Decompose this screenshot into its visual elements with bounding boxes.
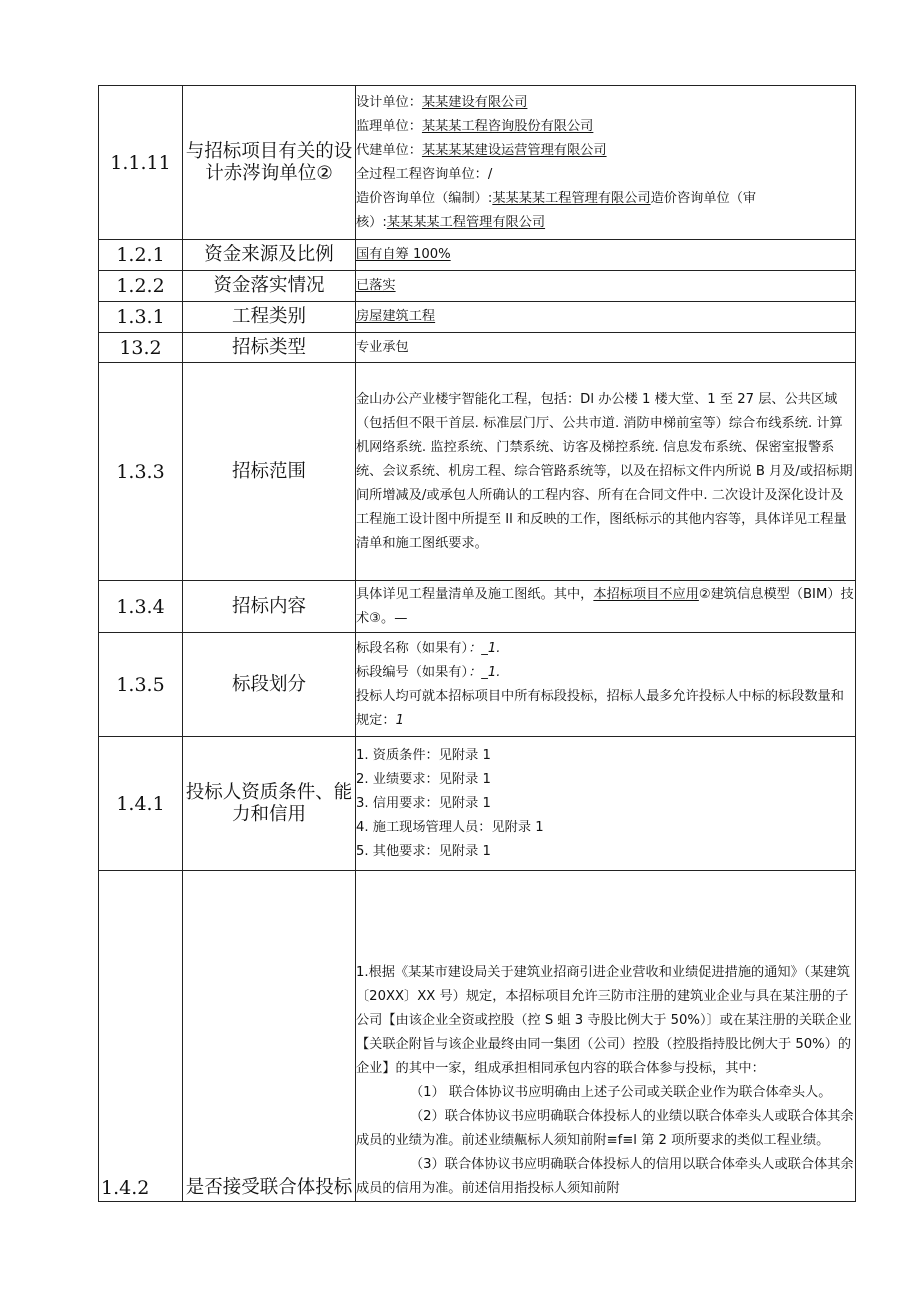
- section-name-line: 标段名称（如果有）：_1.: [356, 640, 501, 656]
- clause-number: 1.3.4: [99, 581, 183, 633]
- clause-content: 金山办公产业楼宇智能化工程，包括：Dl 办公楼 1 楼大堂、1 至 27 层、公共区域（包括但不限干首层. 标准层门厅、公共市道. 消防申梯前室等）综合布线系统. 计算机网络系统. 监控系统、门禁系统、访客及梯控系统. 信息发布系统、保密室报警系统、会议系统、机房工程、综合管路系统等，以及在招标文件内所说 B 月及/或招标期间所增减及/或承包人所确认的工程内容、所有在合同文件中. 二次设计及深化设计及工程施工设计图中所提至 Il 和反映的工作，图纸标示的其他内容等，具体详见工程量清单和施工图纸要求。: [356, 363, 856, 581]
- table-row: [99, 581, 856, 633]
- list-item: 5. 其他要求：见附录 1: [356, 843, 491, 859]
- clause-content: [356, 737, 856, 871]
- supervise-unit-line: 监理单位：某某某工程咨询股份有限公司: [356, 118, 594, 134]
- clause-number: 1.4.2: [99, 871, 183, 1202]
- list-item: 3. 信用要求：见附录 1: [356, 795, 491, 811]
- cost-unit-line: 造价咨询单位（编制）:某某某某工程管理有限公司造价咨询单位（审: [356, 190, 757, 206]
- clause-number: 1.1.11: [99, 86, 183, 240]
- clause-number: 1.3.3: [99, 363, 183, 581]
- table-row: [99, 633, 856, 737]
- clause-content: [356, 633, 856, 737]
- clause-title: 资金落实情况: [183, 271, 356, 302]
- clause-title: 工程类别: [183, 302, 356, 333]
- list-item: 2. 业绩要求：见附录 1: [356, 771, 491, 787]
- table-row: [99, 333, 856, 363]
- clause-title: 招标内容: [183, 581, 356, 633]
- clause-number: 1.2.2: [99, 271, 183, 302]
- design-unit-line: 设计单位：某某建设有限公司: [356, 94, 528, 110]
- clause-content: [356, 302, 856, 333]
- clause-title: 与招标项目有关的设计赤涔询单位②: [183, 86, 356, 240]
- section-rule-line: 投标人均可就本招标项目中所有标段投标，招标人最多允许投标人中标的标段数量和规定：1: [356, 688, 844, 728]
- bid-data-table: [98, 85, 856, 1202]
- design-unit-value: 某某建设有限公司: [421, 94, 528, 110]
- table-row: [99, 240, 856, 271]
- clause-title: 投标人资质条件、能力和信用: [183, 737, 356, 871]
- table-row: [99, 271, 856, 302]
- consortium-para-4: （3）联合体协议书应明确联合体投标人的信用以联合体牵头人或联合体其余成员的信用为准。前述信用指投标人须知前附: [356, 1157, 854, 1196]
- table-row: [99, 871, 856, 1202]
- clause-number: 1.2.1: [99, 240, 183, 271]
- clause-title: 是否接受联合体投标: [183, 871, 356, 1202]
- consortium-para-1: 1.根据《某某市建设局关于建筑业招商引进企业营收和业绩促进措施的通知》（某建筑〔20XX〕XX 号）规定，本招标项目允许三防市注册的建筑业企业与具在某注册的子公司【由该企业全资或控股（控 S 蛆 3 寺股比例大于 50%）〕或在某注册的关联企业【关联企附旨与该企业最终由同一集团（公司）控股（控股指持股比例大于 50%）的企业】的其中一家，组成承担相同承包内容的联合体参与投标，其中：: [356, 965, 852, 1076]
- clause-content: [356, 86, 856, 240]
- section-code-line: 标段编号（如果有）：_1.: [356, 664, 501, 680]
- clause-content: 专业承包: [356, 333, 856, 363]
- project-category-value: 房屋建筑工程: [356, 309, 436, 324]
- clause-title: 招标范围: [183, 363, 356, 581]
- fund-status-value: 已落实: [356, 278, 396, 293]
- clause-content: [356, 871, 856, 1202]
- clause-content: [356, 271, 856, 302]
- agent-unit-line: 代建单位：某某某某建设运营管理有限公司: [356, 142, 607, 158]
- clause-content: [356, 240, 856, 271]
- audit-unit-value: 某某某某工程管理有限公司: [386, 214, 546, 230]
- consortium-para-2: （1） 联合体协议书应明确由上述子公司或关联企业作为联合体牵头人。: [410, 1085, 832, 1100]
- clause-number: 13.2: [99, 333, 183, 363]
- audit-unit-line: 核）:某某某某工程管理有限公司: [356, 214, 546, 230]
- clause-number: 1.3.5: [99, 633, 183, 737]
- clause-title: 招标类型: [183, 333, 356, 363]
- cost-unit-value: 某某某某工程管理有限公司: [492, 190, 651, 206]
- supervise-unit-value: 某某某工程咨询股份有限公司: [421, 118, 594, 134]
- fund-source-value: 国有自筹 100%: [356, 247, 451, 262]
- clause-title: 资金来源及比例: [183, 240, 356, 271]
- table-row: [99, 302, 856, 333]
- agent-unit-value: 某某某某建设运营管理有限公司: [421, 142, 607, 158]
- table-row: [99, 737, 856, 871]
- clause-title: 标段划分: [183, 633, 356, 737]
- clause-number: 1.3.1: [99, 302, 183, 333]
- table-row: [99, 86, 856, 240]
- consult-unit-line: 全过程工程咨询单位：/: [356, 166, 493, 182]
- clause-content: 具体详见工程量清单及施工图纸。其中，本招标项目不应用②建筑信息模型（BIM）技术③。—: [356, 581, 856, 633]
- list-item: 1. 资质条件：见附录 1: [356, 747, 491, 763]
- list-item: 4. 施工现场管理人员：见附录 1: [356, 819, 544, 835]
- consortium-para-3: （2）联合体协议书应明确联合体投标人的业绩以联合体牵头人或联合体其余成员的业绩为准。前述业绩齀标人须知前附≡f≡l 第 2 项所要求的类似工程业绩。: [356, 1109, 854, 1148]
- table-row: [99, 363, 856, 581]
- clause-number: 1.4.1: [99, 737, 183, 871]
- bim-not-applied: 本招标项目不应用: [593, 586, 699, 602]
